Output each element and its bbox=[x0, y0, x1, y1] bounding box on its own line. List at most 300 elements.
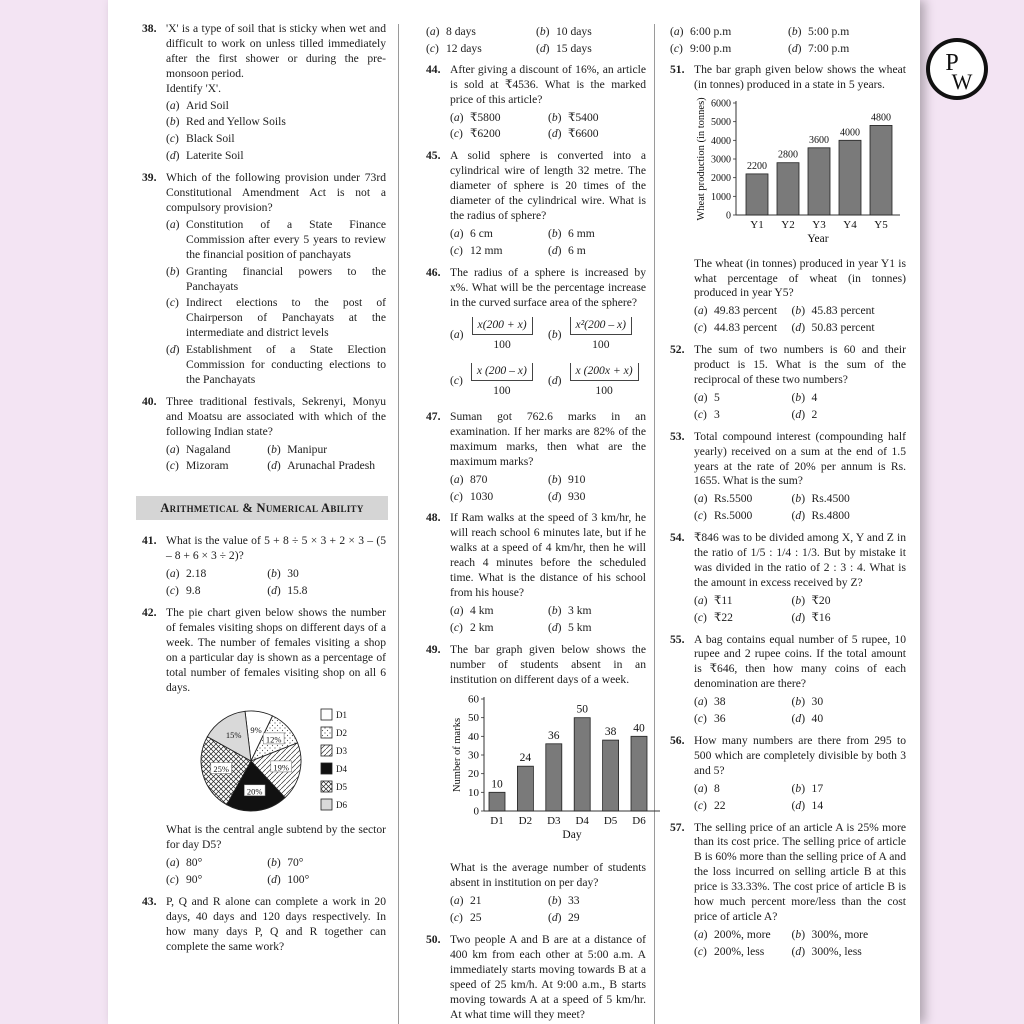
option-letter: ( a ) bbox=[450, 328, 464, 343]
data-label-d3: 36 bbox=[548, 730, 560, 743]
y-tick-label: 5000 bbox=[711, 116, 731, 128]
option bbox=[548, 111, 646, 126]
x-tick-label-y4: Y4 bbox=[843, 218, 857, 231]
fraction-denominator: 100 bbox=[592, 338, 610, 352]
question-43-options bbox=[426, 23, 646, 57]
option-letter: ( b ) bbox=[548, 111, 562, 126]
logo-letter-p: P bbox=[945, 50, 959, 76]
question-text: P, Q and R alone can complete a work in 20 days, 40 days and 120 days respectively. In how many days P, Q and R together can complete the same work? bbox=[166, 895, 386, 953]
question-41 bbox=[142, 534, 386, 599]
option-text: 90° bbox=[186, 873, 203, 887]
option-letter: ( d ) bbox=[548, 127, 562, 142]
question-53 bbox=[670, 430, 906, 524]
option-text: 200%, more bbox=[714, 927, 771, 941]
pie-label-d6: 15% bbox=[225, 730, 242, 741]
option-text: ₹22 bbox=[714, 610, 733, 624]
question-54 bbox=[670, 531, 906, 625]
x-tick-label-d1: D1 bbox=[490, 815, 504, 828]
option-letter: ( b ) bbox=[548, 473, 562, 488]
column-3 bbox=[670, 22, 906, 967]
question-number: 39. bbox=[142, 171, 157, 185]
option bbox=[166, 856, 267, 871]
option-text: 870 bbox=[470, 472, 488, 486]
fraction bbox=[570, 317, 632, 353]
question-56 bbox=[670, 734, 906, 814]
option bbox=[450, 317, 548, 353]
option bbox=[548, 473, 646, 488]
option bbox=[166, 459, 267, 474]
question-number: 56. bbox=[670, 734, 685, 747]
question-number: 57. bbox=[670, 820, 685, 834]
option-letter: ( c ) bbox=[166, 873, 179, 888]
x-tick-label-d6: D6 bbox=[632, 815, 646, 828]
question-48 bbox=[426, 511, 646, 635]
option bbox=[267, 459, 386, 474]
option-letter: ( c ) bbox=[450, 621, 463, 636]
column-divider bbox=[654, 24, 655, 1024]
y-tick-label: 6000 bbox=[711, 98, 731, 110]
option bbox=[166, 873, 267, 888]
question-49 bbox=[426, 643, 646, 926]
option-letter: ( c ) bbox=[694, 611, 707, 626]
option-text: 17 bbox=[811, 781, 824, 795]
logo-letter-w: W bbox=[951, 69, 973, 94]
option-letter: ( b ) bbox=[792, 391, 806, 406]
option-letter: ( b ) bbox=[267, 856, 281, 871]
legend-swatch-d3 bbox=[321, 745, 332, 756]
option-text: 21 bbox=[470, 894, 482, 908]
question-text: What is the value of 5 + 8 ÷ 5 × 3 + 2 × 3 – (5 – 8 + 6 × 3 ÷ 2)? bbox=[166, 534, 386, 563]
question-number: 47. bbox=[426, 410, 441, 424]
option bbox=[548, 227, 646, 242]
x-tick-label-y1: Y1 bbox=[750, 218, 764, 231]
question-55 bbox=[670, 633, 906, 727]
question-number: 43. bbox=[142, 895, 157, 909]
question-text: What is the central angle subtend by the sector for day D5? bbox=[166, 823, 386, 852]
option-text: Nagaland bbox=[186, 442, 231, 456]
question-number: 44. bbox=[426, 62, 441, 76]
option-letter: ( a ) bbox=[166, 856, 180, 871]
option-text: 300%, less bbox=[811, 944, 862, 958]
question-text: The bar graph given below shows the number of students absent in an institution on different days of a week. bbox=[450, 642, 646, 686]
question-text: A bag contains equal number of 5 rupee, 10 rupee and 2 rupee coins. If the total amount is ₹646, then how many coins of each denomination are there? bbox=[694, 632, 906, 691]
option-text: ₹20 bbox=[811, 593, 831, 607]
x-tick-label-d2: D2 bbox=[518, 815, 533, 828]
x-tick-label-d4: D4 bbox=[575, 815, 589, 828]
option-text: 9:00 p.m bbox=[690, 41, 732, 55]
question-50 bbox=[426, 933, 646, 1022]
option-text: Rs.4800 bbox=[811, 509, 850, 523]
option-text: Granting financial powers to the Panchayats bbox=[186, 264, 386, 293]
option bbox=[267, 443, 386, 458]
option-letter: ( b ) bbox=[548, 227, 562, 242]
option-text: 2 bbox=[811, 407, 818, 421]
bar-d3 bbox=[546, 744, 562, 811]
option-text: Red and Yellow Soils bbox=[186, 115, 286, 129]
question-number: 40. bbox=[142, 394, 157, 408]
question-57 bbox=[670, 821, 906, 960]
question-44 bbox=[426, 63, 646, 143]
option-letter: ( a ) bbox=[166, 99, 180, 114]
question-number: 54. bbox=[670, 531, 685, 545]
option-letter: ( c ) bbox=[694, 321, 707, 336]
option-text: 5 bbox=[714, 390, 720, 404]
fraction-numerator: x²(200 – x) bbox=[570, 317, 632, 335]
option-letter: ( c ) bbox=[166, 459, 179, 474]
option bbox=[694, 304, 792, 319]
option-text: 50.83 percent bbox=[811, 321, 875, 335]
column-1 bbox=[142, 22, 386, 962]
option-text: 40 bbox=[811, 712, 824, 726]
option-letter: ( a ) bbox=[450, 111, 464, 126]
fraction bbox=[471, 363, 533, 399]
pie-label-d3: 19% bbox=[273, 762, 289, 773]
x-axis-label: Day bbox=[562, 829, 582, 842]
bar-y5 bbox=[870, 125, 892, 215]
option bbox=[792, 928, 906, 943]
question-text: 'X' is a type of soil that is sticky when wet and difficult to work on unless tilled immediately after the first shower or during the pre-monsoon period. bbox=[166, 22, 386, 80]
option-text: ₹6600 bbox=[568, 127, 599, 141]
option-letter: ( a ) bbox=[694, 782, 708, 797]
option-text: 6 mm bbox=[568, 226, 595, 240]
question-42 bbox=[142, 606, 386, 888]
x-tick-label-y3: Y3 bbox=[812, 218, 826, 231]
y-tick-label: 30 bbox=[468, 749, 479, 762]
data-label-y1: 2200 bbox=[747, 160, 767, 172]
question-number: 46. bbox=[426, 265, 441, 279]
option bbox=[694, 492, 792, 507]
option bbox=[267, 856, 386, 871]
option bbox=[166, 265, 386, 295]
option-text: 1030 bbox=[470, 489, 494, 503]
option-text: 38 bbox=[714, 695, 726, 709]
question-number: 41. bbox=[142, 534, 157, 548]
option bbox=[694, 712, 792, 727]
legend-label-d4: D4 bbox=[336, 764, 347, 775]
pie-label-d5: 25% bbox=[213, 764, 229, 775]
option-text: 8 bbox=[714, 781, 720, 795]
option-letter: ( c ) bbox=[670, 42, 683, 57]
option-text: 2 km bbox=[470, 620, 494, 634]
data-label-y4: 4000 bbox=[840, 126, 860, 138]
option-text: 14 bbox=[811, 798, 824, 812]
option-letter: ( a ) bbox=[450, 894, 464, 909]
question-text: The pie chart given below shows the number of females visiting shops on different days of a week. The number of females visiting a shop on a particular day is shown as a percentage of total number of females visiting shop on all 6 days. bbox=[166, 606, 386, 694]
fraction bbox=[472, 317, 533, 353]
option bbox=[450, 621, 548, 636]
y-tick-label: 2000 bbox=[711, 172, 731, 184]
option-text: 15.8 bbox=[287, 584, 308, 598]
question-text: If Ram walks at the speed of 3 km/hr, he will reach school 6 minutes late, but if he walks at a speed of 4 km/hr, then he will reach 4 minutes before the scheduled time. What is the distance of his school from his house? bbox=[450, 511, 646, 599]
legend-label-d1: D1 bbox=[336, 710, 347, 721]
option-letter: ( b ) bbox=[536, 25, 550, 40]
option bbox=[536, 42, 646, 57]
option bbox=[450, 490, 548, 505]
option-text: 100° bbox=[287, 873, 310, 887]
pie-chart bbox=[166, 699, 378, 823]
option-text: 12 mm bbox=[470, 243, 503, 257]
option bbox=[548, 621, 646, 636]
bar-d4 bbox=[574, 718, 590, 811]
y-tick-label: 40 bbox=[468, 731, 479, 744]
legend-label-d5: D5 bbox=[336, 782, 347, 793]
option-letter: ( d ) bbox=[792, 799, 806, 814]
option-text: Laterite Soil bbox=[186, 149, 244, 163]
question-47 bbox=[426, 410, 646, 504]
bar-y3 bbox=[808, 147, 830, 214]
option-text: 6 m bbox=[568, 243, 586, 257]
option bbox=[166, 567, 267, 582]
option-letter: ( c ) bbox=[166, 584, 179, 599]
option-letter: ( a ) bbox=[166, 218, 180, 233]
option-letter: ( d ) bbox=[548, 490, 562, 505]
question-text: ₹846 was to be divided among X, Y and Z in the ratio of 1/5 : 1/4 : 1/3. But by mistake it was divided in the ratio of 2 : 3 : 4. What is the amount in excess received by Z? bbox=[694, 531, 906, 589]
option-letter: ( d ) bbox=[792, 712, 806, 727]
question-page bbox=[108, 0, 920, 1024]
option bbox=[792, 304, 906, 319]
option bbox=[694, 695, 792, 710]
option bbox=[548, 911, 646, 926]
question-number: 38. bbox=[142, 22, 157, 35]
option bbox=[694, 509, 792, 524]
option bbox=[792, 695, 906, 710]
option-letter: ( a ) bbox=[166, 567, 180, 582]
option-text: 36 bbox=[714, 712, 726, 726]
option-text: 33 bbox=[568, 894, 580, 908]
option-text: ₹16 bbox=[811, 610, 831, 624]
question-number: 45. bbox=[426, 149, 441, 163]
option-text: 6 cm bbox=[470, 226, 493, 240]
option bbox=[450, 894, 548, 909]
option-letter: ( b ) bbox=[792, 594, 806, 609]
option-text: 25 bbox=[470, 911, 482, 925]
bar-d1 bbox=[489, 793, 505, 812]
y-tick-label: 20 bbox=[468, 768, 479, 781]
option-letter: ( d ) bbox=[792, 509, 806, 524]
option-text: 10 days bbox=[556, 25, 592, 38]
option-letter: ( b ) bbox=[548, 894, 562, 909]
option bbox=[267, 567, 386, 582]
question-52 bbox=[670, 343, 906, 423]
option-text: 3 km bbox=[568, 603, 592, 617]
option bbox=[792, 509, 906, 524]
pw-logo bbox=[924, 36, 990, 102]
option-letter: ( d ) bbox=[166, 343, 180, 358]
pie-label-d2: 12% bbox=[265, 734, 282, 745]
option-text: 4 bbox=[811, 390, 818, 404]
question-text: Two people A and B are at a distance of 400 km from each other at 5:00 a.m. A immediately starts moving towards B at a speed of 25 km/h. At 9:00 a.m., B starts moving towards A at a speed of 5 km/hr. At what time will they meet? bbox=[450, 933, 646, 1021]
option bbox=[536, 25, 646, 40]
question-number: 52. bbox=[670, 343, 685, 357]
bar-chart-wheat-production bbox=[694, 97, 906, 247]
option bbox=[792, 611, 906, 626]
option-letter: ( b ) bbox=[792, 782, 806, 797]
option bbox=[450, 911, 548, 926]
option-text: 5:00 p.m bbox=[808, 25, 850, 38]
option bbox=[694, 782, 792, 797]
option bbox=[694, 945, 792, 960]
y-tick-label: 4000 bbox=[711, 135, 731, 147]
option-text: 4 km bbox=[470, 603, 494, 617]
legend-swatch-d6 bbox=[321, 799, 332, 810]
x-tick-label-y5: Y5 bbox=[874, 218, 888, 231]
column-2 bbox=[426, 22, 646, 1024]
fraction-denominator: 100 bbox=[493, 384, 511, 398]
question-text: Which of the following provision under 73rd Constitutional Amendment Act is not a compulsory provision? bbox=[166, 171, 386, 214]
question-text: What is the average number of students absent in institution on per day? bbox=[450, 861, 646, 890]
option bbox=[792, 321, 906, 336]
option bbox=[166, 443, 267, 458]
option bbox=[670, 25, 788, 40]
legend-swatch-d4 bbox=[321, 763, 332, 774]
option-letter: ( b ) bbox=[166, 115, 180, 130]
option bbox=[166, 218, 386, 263]
option-letter: ( a ) bbox=[670, 25, 684, 40]
bar-d6 bbox=[631, 737, 647, 812]
section-heading: Arithmetical & Numerical Ability bbox=[136, 496, 388, 520]
option-text: Establishment of a State Election Commission for conducting elections to the Panchayats bbox=[186, 343, 386, 386]
option-text: 200%, less bbox=[714, 944, 765, 958]
option-letter: ( b ) bbox=[166, 265, 180, 280]
legend-label-d6: D6 bbox=[336, 800, 347, 811]
option-text: 15 days bbox=[556, 41, 592, 55]
option-letter: ( c ) bbox=[450, 911, 463, 926]
legend-label-d3: D3 bbox=[336, 746, 347, 757]
option-letter: ( a ) bbox=[166, 443, 180, 458]
question-43 bbox=[142, 895, 386, 955]
option bbox=[670, 42, 788, 57]
option-letter: ( d ) bbox=[792, 408, 806, 423]
option bbox=[548, 894, 646, 909]
option bbox=[694, 594, 792, 609]
option-letter: ( d ) bbox=[788, 42, 802, 57]
option bbox=[267, 584, 386, 599]
x-tick-label-y2: Y2 bbox=[781, 218, 795, 231]
x-tick-label-d5: D5 bbox=[603, 815, 618, 828]
option-letter: ( d ) bbox=[792, 611, 806, 626]
column-divider bbox=[398, 24, 399, 1024]
option bbox=[792, 799, 906, 814]
y-tick-label: 60 bbox=[468, 693, 479, 706]
legend-label-d2: D2 bbox=[336, 728, 347, 739]
x-tick-label-d3: D3 bbox=[547, 815, 561, 828]
option-text: 8 days bbox=[446, 25, 476, 38]
option bbox=[548, 127, 646, 142]
option-letter: ( d ) bbox=[267, 584, 281, 599]
data-label-y2: 2800 bbox=[778, 149, 798, 161]
option-text: 44.83 percent bbox=[714, 321, 778, 335]
fraction-numerator: x(200 + x) bbox=[472, 317, 533, 335]
option bbox=[166, 343, 386, 388]
option-letter: ( b ) bbox=[792, 695, 806, 710]
option bbox=[426, 25, 536, 40]
option-letter: ( a ) bbox=[694, 304, 708, 319]
question-text: A solid sphere is converted into a cylindrical wire of length 32 metre. The diameter of sphere is 20 times of the diameter of the cylindrical wire. What is the radius of sphere? bbox=[450, 149, 646, 222]
option bbox=[450, 363, 548, 399]
question-text: The radius of a sphere is increased by x%. What will be the percentage increase in the curved surface area of the sphere? bbox=[450, 265, 646, 309]
option-text: ₹5800 bbox=[470, 110, 501, 124]
option-letter: ( c ) bbox=[694, 799, 707, 814]
question-51 bbox=[670, 63, 906, 336]
option-letter: ( c ) bbox=[166, 132, 179, 147]
option-letter: ( a ) bbox=[694, 391, 708, 406]
question-39 bbox=[142, 171, 386, 388]
option-letter: ( a ) bbox=[450, 227, 464, 242]
option-text: Mizoram bbox=[186, 459, 229, 473]
option bbox=[166, 99, 386, 114]
option bbox=[792, 594, 906, 609]
option bbox=[166, 296, 386, 341]
question-number: 50. bbox=[426, 933, 441, 947]
y-axis-label: Wheat production (in tonnes) bbox=[696, 96, 707, 221]
option bbox=[694, 928, 792, 943]
option-letter: ( d ) bbox=[792, 321, 806, 336]
option bbox=[450, 227, 548, 242]
option bbox=[450, 604, 548, 619]
option-letter: ( d ) bbox=[548, 244, 562, 259]
option-text: Indirect elections to the post of Chairperson of Panchayats at the intermediate and district levels bbox=[186, 296, 386, 340]
option-text: ₹5400 bbox=[568, 110, 599, 124]
option-text: 70° bbox=[287, 856, 304, 870]
question-text: The wheat (in tonnes) produced in year Y1 is what percentage of wheat (in tonnes) produced in year Y5? bbox=[694, 256, 906, 300]
bar-y1 bbox=[746, 174, 768, 215]
data-label-d2: 24 bbox=[519, 752, 532, 765]
option-text: 22 bbox=[714, 798, 726, 812]
option-text: 5 km bbox=[568, 620, 592, 634]
option-letter: ( d ) bbox=[267, 873, 281, 888]
option-text: 910 bbox=[568, 472, 586, 486]
y-axis-label: Number of marks bbox=[452, 718, 463, 793]
option bbox=[450, 111, 548, 126]
bar-d2 bbox=[517, 767, 533, 812]
option-letter: ( a ) bbox=[450, 604, 464, 619]
option bbox=[792, 391, 906, 406]
option-text: 2.18 bbox=[186, 567, 207, 581]
option-letter: ( c ) bbox=[450, 127, 463, 142]
option bbox=[788, 25, 906, 40]
option-text: Rs.5000 bbox=[714, 509, 753, 523]
option-letter: ( c ) bbox=[694, 945, 707, 960]
option bbox=[788, 42, 906, 57]
option-letter: ( d ) bbox=[792, 945, 806, 960]
option bbox=[267, 873, 386, 888]
legend-swatch-d5 bbox=[321, 781, 332, 792]
question-text: Three traditional festivals, Sekrenyi, Monyu and Moatsu are associated with which of the following Indian state? bbox=[166, 394, 386, 438]
x-axis-label: Year bbox=[807, 232, 829, 245]
option-letter: ( a ) bbox=[694, 928, 708, 943]
option-text: 49.83 percent bbox=[714, 304, 778, 318]
option-letter: ( b ) bbox=[548, 604, 562, 619]
option-text: ₹6200 bbox=[470, 127, 501, 141]
data-label-d6: 40 bbox=[633, 722, 645, 735]
option-text: 30 bbox=[811, 695, 824, 709]
option-letter: ( c ) bbox=[450, 490, 463, 505]
question-46 bbox=[426, 266, 646, 403]
y-tick-label: 0 bbox=[473, 805, 479, 818]
option-letter: ( b ) bbox=[267, 567, 281, 582]
pie-label-d1: 9% bbox=[250, 725, 262, 736]
data-label-d4: 50 bbox=[576, 704, 588, 717]
option-text: 12 days bbox=[446, 41, 482, 55]
option bbox=[694, 799, 792, 814]
question-text: How many numbers are there from 295 to 500 which are completely divisible by both 3 and 5? bbox=[694, 734, 906, 777]
option-text: 29 bbox=[568, 911, 580, 925]
question-number: 55. bbox=[670, 632, 685, 646]
option-letter: ( a ) bbox=[426, 25, 440, 40]
option bbox=[166, 115, 386, 130]
fraction-denominator: 100 bbox=[493, 338, 511, 352]
option-text: Manipur bbox=[287, 442, 328, 456]
